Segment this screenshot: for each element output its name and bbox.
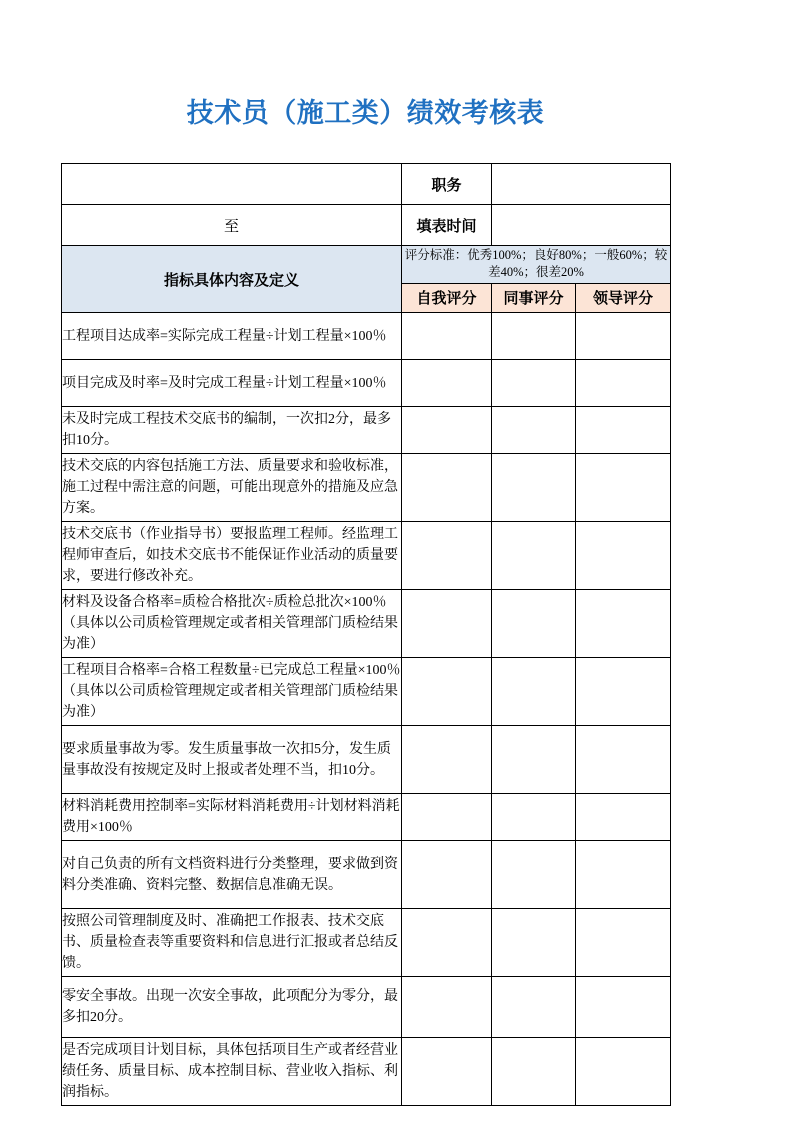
- criteria-description: 是否完成项目计划目标，具体包括项目生产或者经营业绩任务、质量目标、成本控制目标、营业收入指标、利润指标。: [62, 1038, 402, 1106]
- criteria-description: 未及时完成工程技术交底书的编制，一次扣2分，最多扣10分。: [62, 407, 402, 454]
- table-row: [62, 313, 671, 360]
- peer-score-cell[interactable]: [492, 360, 576, 407]
- table-row-period: [62, 205, 671, 246]
- criteria-rows-body: [62, 313, 671, 1106]
- leader-score-cell[interactable]: [576, 794, 671, 841]
- leader-score-cell[interactable]: [576, 522, 671, 590]
- leader-score-cell[interactable]: [576, 658, 671, 726]
- peer-score-cell[interactable]: [492, 909, 576, 977]
- criteria-description: 零安全事故。出现一次安全事故，此项配分为零分，最多扣20分。: [62, 977, 402, 1038]
- table-row: [62, 909, 671, 977]
- table-row: [62, 360, 671, 407]
- peer-score-cell[interactable]: [492, 590, 576, 658]
- self-score-cell[interactable]: [402, 1038, 492, 1106]
- peer-score-cell[interactable]: [492, 977, 576, 1038]
- peer-score-cell[interactable]: [492, 522, 576, 590]
- self-score-cell[interactable]: [402, 909, 492, 977]
- header-peer-score: 同事评分: [492, 283, 576, 312]
- peer-score-cell[interactable]: [492, 726, 576, 794]
- peer-score-cell[interactable]: [492, 407, 576, 454]
- criteria-description: 工程项目达成率=实际完成工程量÷计划工程量×100％: [62, 313, 402, 360]
- self-score-cell[interactable]: [402, 407, 492, 454]
- table-row: [62, 454, 671, 522]
- leader-score-cell[interactable]: [576, 313, 671, 360]
- table-row: [62, 794, 671, 841]
- table-body: [62, 164, 671, 313]
- criteria-description: 工程项目合格率=合格工程数量÷已完成总工程量×100％（具体以公司质检管理规定或者相关管理部门质检结果为准）: [62, 658, 402, 726]
- peer-score-cell[interactable]: [492, 841, 576, 909]
- leader-score-cell[interactable]: [576, 841, 671, 909]
- criteria-description: 按照公司管理制度及时、准确把工作报表、技术交底书、质量检查表等重要资料和信息进行汇报或者总结反馈。: [62, 909, 402, 977]
- self-score-cell[interactable]: [402, 841, 492, 909]
- table-row-position: [62, 164, 671, 205]
- peer-score-cell[interactable]: [492, 794, 576, 841]
- table-row: [62, 658, 671, 726]
- date-value-cell[interactable]: [492, 205, 671, 246]
- leader-score-cell[interactable]: [576, 977, 671, 1038]
- position-value-cell[interactable]: [492, 164, 671, 205]
- criteria-description: 项目完成及时率=及时完成工程量÷计划工程量×100％: [62, 360, 402, 407]
- table-row: [62, 590, 671, 658]
- criteria-description: 技术交底书（作业指导书）要报监理工程师。经监理工程师审查后，如技术交底书不能保证作业活动的质量要求，要进行修改补充。: [62, 522, 402, 590]
- self-score-cell[interactable]: [402, 977, 492, 1038]
- criteria-description: 对自己负责的所有文档资料进行分类整理，要求做到资料分类准确、资料完整、数据信息准确无误。: [62, 841, 402, 909]
- criteria-description: 要求质量事故为零。发生质量事故一次扣5分，发生质量事故没有按规定及时上报或者处理不当，扣10分。: [62, 726, 402, 794]
- self-score-cell[interactable]: [402, 590, 492, 658]
- peer-score-cell[interactable]: [492, 1038, 576, 1106]
- peer-score-cell[interactable]: [492, 658, 576, 726]
- leader-score-cell[interactable]: [576, 454, 671, 522]
- self-score-cell[interactable]: [402, 313, 492, 360]
- leader-score-cell[interactable]: [576, 407, 671, 454]
- header-leader-score: 领导评分: [576, 283, 671, 312]
- table-row: [62, 407, 671, 454]
- table-row: [62, 726, 671, 794]
- period-cell[interactable]: 至: [62, 205, 402, 246]
- leader-score-cell[interactable]: [576, 360, 671, 407]
- criteria-description: 材料及设备合格率=质检合格批次÷质检总批次×100％（具体以公司质检管理规定或者相关管理部门质检结果为准）: [62, 590, 402, 658]
- peer-score-cell[interactable]: [492, 454, 576, 522]
- header-scoring-criteria: 评分标准：优秀100%；良好80%；一般60%；较差40%；很差20%: [402, 246, 671, 284]
- leader-score-cell[interactable]: [576, 909, 671, 977]
- header-description-column: 指标具体内容及定义: [62, 246, 402, 313]
- leader-score-cell[interactable]: [576, 1038, 671, 1106]
- peer-score-cell[interactable]: [492, 313, 576, 360]
- self-score-cell[interactable]: [402, 726, 492, 794]
- header-self-score: 自我评分: [402, 283, 492, 312]
- table-row: [62, 522, 671, 590]
- self-score-cell[interactable]: [402, 522, 492, 590]
- criteria-description: 技术交底的内容包括施工方法、质量要求和验收标准，施工过程中需注意的问题，可能出现意外的措施及应急方案。: [62, 454, 402, 522]
- self-score-cell[interactable]: [402, 454, 492, 522]
- leader-score-cell[interactable]: [576, 726, 671, 794]
- table-row: [62, 977, 671, 1038]
- table-row: [62, 841, 671, 909]
- date-label: 填表时间: [402, 205, 492, 246]
- criteria-description: 材料消耗费用控制率=实际材料消耗费用÷计划材料消耗费用×100％: [62, 794, 402, 841]
- table-row-header-criteria: [62, 246, 671, 284]
- page-title: 技术员（施工类）绩效考核表: [186, 98, 545, 128]
- position-label: 职务: [402, 164, 492, 205]
- leader-score-cell[interactable]: [576, 590, 671, 658]
- table-row: [62, 1038, 671, 1106]
- self-score-cell[interactable]: [402, 658, 492, 726]
- self-score-cell[interactable]: [402, 794, 492, 841]
- employee-name-cell[interactable]: [62, 164, 402, 205]
- self-score-cell[interactable]: [402, 360, 492, 407]
- performance-review-table: [61, 163, 671, 1106]
